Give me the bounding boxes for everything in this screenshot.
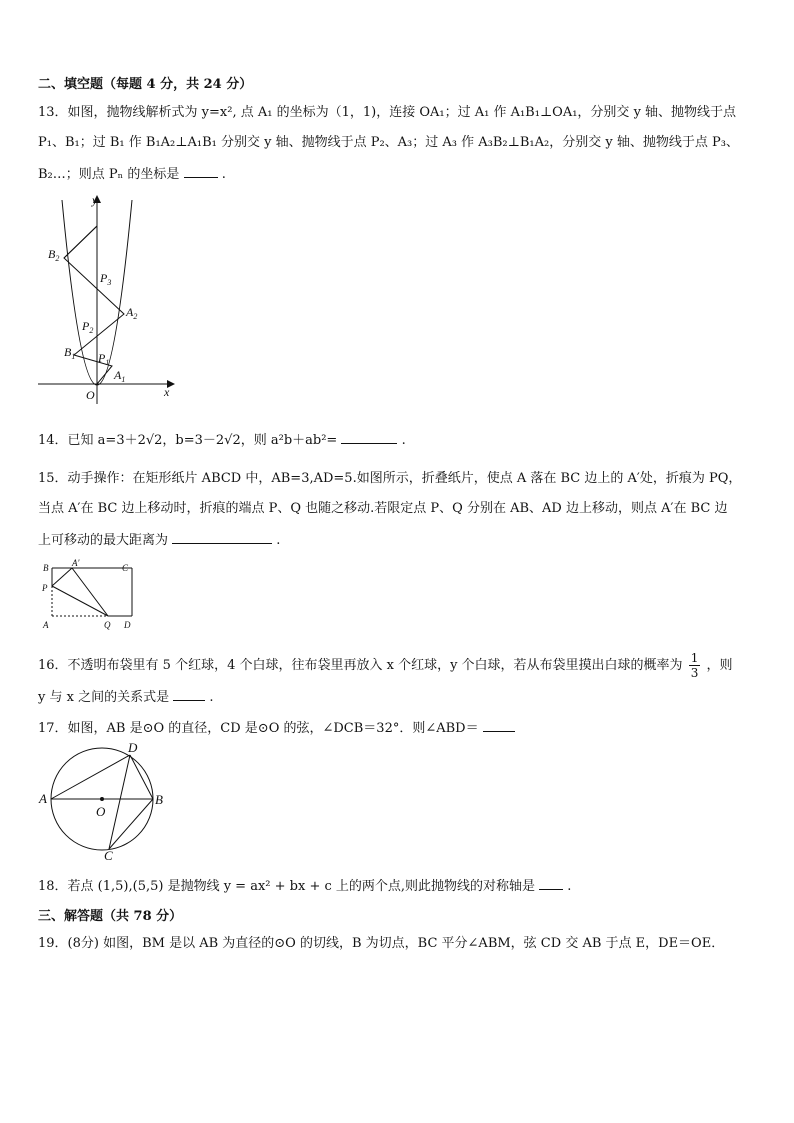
svg-text:B1 [64,345,75,361]
q-label: Q [104,620,111,630]
q16-denominator: 3 [690,666,699,680]
q14-text: 14．已知 a=3＋2√2，b=3－2√2，则 a²b＋ab²= [38,433,338,448]
q19-line: 19．(8分) 如图，BM 是以 AB 为直径的⊙O 的切线，B 为切点，BC 平分∠ABM，弦 CD 交 AB 于点 E，DE＝OE． [38,936,725,951]
svg-text:O [86,388,95,402]
b1-sub: 1 [71,352,76,361]
svg-text:P [41,583,48,593]
q13-answer-blank[interactable] [184,165,218,178]
svg-text:D [123,620,131,630]
svg-text:A [42,620,49,630]
c-label: C [104,848,113,862]
q15-answer-blank[interactable] [172,531,272,544]
q18-text: 18．若点 (1,5),(5,5) 是抛物线 y = ax² + bx + c 上的两个点,则此抛物线的对称轴是 [38,879,536,894]
q15-line-3-text: 上可移动的最大距离为 [38,533,169,548]
p2-sub: 2 [89,326,94,335]
a-label: A [39,791,47,806]
q16-line-1-end: ，则 [706,658,733,673]
a1-label: A [114,368,122,382]
svg-text:A [38,791,47,806]
q13-line-2: P₁、B₁；过 B₁ 作 B₁A₂⊥A₁B₁ 分别交 y 轴、抛物线于点 P₂、A₃；过 A₃ 作 A₃B₂⊥B₁A₂，分别交 y 轴、抛物线于点 P₃、 [38,135,739,150]
q17-answer-blank[interactable] [483,719,515,732]
chord-ad [51,755,130,799]
d-label: D [128,740,138,755]
svg-text:O [96,804,106,819]
q13-line-3-text: B₂…；则点 Pₙ 的坐标是 [38,167,180,182]
b2-segment [64,226,97,258]
origin-label: O [86,388,95,402]
svg-text:C [122,563,129,573]
q16-numerator: 1 [690,651,699,665]
q13-line-3 [38,165,226,184]
b2-label: B [48,247,56,261]
q13-parabola-figure [34,190,184,405]
a-prime-label: A′ [72,558,80,568]
pq-crease [52,586,108,616]
c-label: C [122,563,129,573]
b1-label: B [64,345,72,359]
p-label: P [42,583,48,593]
a1q-fold [72,568,108,616]
q15-line-1: 15．动手操作：在矩形纸片 ABCD 中，AB=3,AD=5.如图所示，折叠纸片，使点 A 落在 BC 边上的 A′处，折痕为 PQ， [38,471,742,486]
p3-sub: 3 [107,278,112,287]
q17-text: 17．如图，AB 是⊙O 的直径，CD 是⊙O 的弦，∠DCB＝32°．则∠ABD＝ [38,721,479,736]
chord-bd [130,755,153,799]
p1-sub: 1 [105,358,110,367]
q18-answer-blank[interactable] [539,877,563,890]
q14-end: . [401,433,406,448]
q18-end: . [567,879,572,894]
q16-line-2 [38,688,214,707]
svg-text:D [127,740,138,755]
q14-answer-blank[interactable] [341,431,397,444]
q17-circle-figure [34,738,168,862]
pa1-fold [52,568,72,586]
chord-cd [109,755,130,849]
b2-sub: 2 [55,254,60,263]
q17-line [38,719,515,738]
d-label: D [124,620,131,630]
q15-line-3 [38,531,280,550]
a2-sub: 2 [133,312,138,321]
q16-line-1 [38,651,733,680]
q15-line-3-end: . [276,533,281,548]
q16-line-2-end: . [209,690,214,705]
p1-label: P [98,351,106,365]
svg-text:A2 [125,305,137,321]
p2-label: P [82,319,90,333]
svg-text:x [163,385,170,399]
section-3-heading: 三、解答题（共 78 分） [38,909,183,924]
q13-line-3-end: . [221,167,226,182]
q16-line-1-text: 16．不透明布袋里有 5 个红球，4 个白球，往布袋里再放入 x 个红球，y 个白球，若从布袋里摸出白球的概率为 [38,658,683,673]
svg-text:P3 [99,271,111,287]
a-label: A [43,620,49,630]
svg-text:A′ [71,558,80,568]
q18-line [38,877,571,896]
b-label: B [155,792,163,807]
y-axis-label: y [92,193,98,207]
a2-label: A [126,305,134,319]
svg-text:B [43,563,49,573]
svg-text:P2 [81,319,93,335]
svg-text:A1 [113,368,125,384]
b-label: B [43,563,49,573]
o-label: O [96,804,106,819]
p3-label: P [100,271,108,285]
q13-line-1: 13．如图，抛物线解析式为 y=x², 点 A₁ 的坐标为（1，1)，连接 OA₁；过 A₁ 作 A₁B₁⊥OA₁，分别交 y 轴、抛物线于点 [38,105,737,120]
x-axis-label: x [164,385,170,399]
svg-text:C [104,848,113,862]
q16-answer-blank[interactable] [173,688,205,701]
svg-text:P1 [97,351,109,367]
center-dot [100,797,104,801]
svg-text:B2 [48,247,59,263]
q16-fraction [689,651,701,680]
q16-line-2-text: y 与 x 之间的关系式是 [38,690,170,705]
svg-text:y [91,193,98,207]
a1-sub: 1 [121,375,126,384]
section-2-heading: 二、填空题（每题 4 分，共 24 分） [38,77,253,92]
svg-text:Q [104,620,111,630]
q14-line [38,431,406,450]
svg-text:B [155,792,163,807]
q15-rectangle-figure [36,558,140,632]
q15-line-2: 当点 A′在 BC 边上移动时，折痕的端点 P、Q 也随之移动.若限定点 P、Q 分别在 AB、AD 边上移动，则点 A′在 BC 边 [38,501,728,516]
